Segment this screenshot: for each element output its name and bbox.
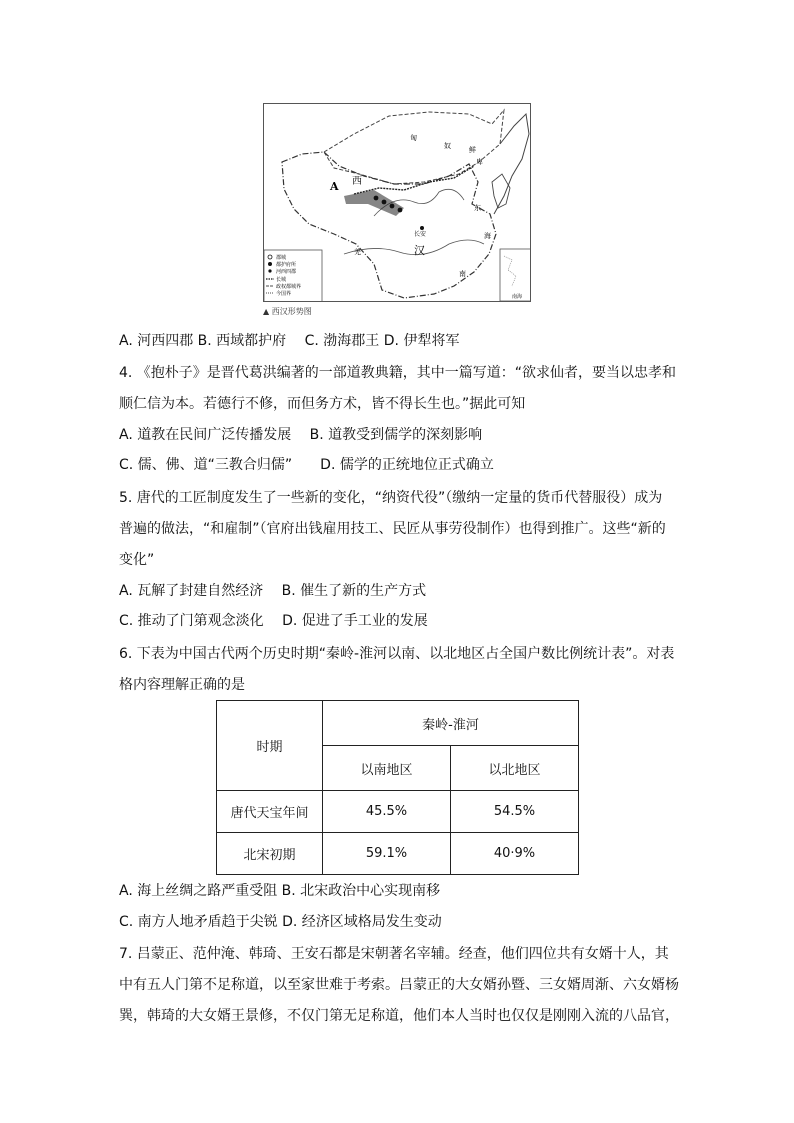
- q4-options-ab: A. 道教在民间广泛传播发展 B. 道教受到儒学的深刻影响: [119, 427, 483, 443]
- map-caption: ▲ 西汉形势图: [263, 307, 312, 316]
- map-label: 卑: [476, 158, 483, 166]
- table-cell-south: 59.1%: [323, 833, 451, 875]
- city-dot: [382, 200, 387, 205]
- q5-stem-line1: 5. 唐代的工匠制度发生了一些新的变化，“纳资代役”（缴纳一定量的货币代替服役）成为: [119, 490, 663, 506]
- q4-options-cd: C. 儒、佛、道“三教合归儒” D. 儒学的正统地位正式确立: [119, 457, 494, 473]
- table-header-north: 以北地区: [451, 746, 579, 791]
- great-wall: [354, 166, 474, 194]
- city-dot: [374, 196, 379, 201]
- korea-peninsula: [492, 174, 510, 208]
- map-drawing: [264, 104, 531, 302]
- legend-item: 长城: [276, 277, 287, 283]
- q5-stem-line2: 普遍的做法，“和雇制”（官府出钱雇用技工、民匠从事劳役制作）也得到推广。这些“新的: [119, 521, 666, 537]
- table-cell-period: 北宋初期: [217, 833, 323, 875]
- table-row: [217, 833, 579, 875]
- map-label: 匈: [410, 134, 417, 142]
- hexi-corridor: [344, 190, 404, 216]
- table-cell-south: 45.5%: [323, 791, 451, 833]
- map-label: 海: [484, 232, 491, 240]
- q6-stem-line2: 格内容理解正确的是: [119, 677, 245, 693]
- map-label: 羌: [354, 248, 361, 256]
- city-dot: [390, 204, 395, 209]
- western-han-map: [263, 103, 531, 302]
- q4-stem-line2: 顺仁信为本。若德行不修，而但务方术，皆不得长生也。”据此可知: [119, 396, 526, 412]
- q7-line1: 7. 吕蒙正、范仲淹、韩琦、王安石都是宋朝著名宰辅。经查，他们四位共有女婿十人，其: [119, 946, 669, 962]
- legend-item: 政权都城界: [276, 284, 302, 290]
- q7-line2: 中有五人门第不足称道，以至家世难于考索。吕蒙正的大女婿孙暨、三女婿周渐、六女婿杨: [119, 977, 679, 993]
- table-header-group: 秦岭-淮河: [323, 701, 579, 746]
- map-label: 汉: [414, 244, 425, 257]
- inset-label: 南海: [512, 294, 523, 300]
- map-label-changan: 长安: [414, 231, 427, 238]
- q6-options-cd: C. 南方人地矛盾趋于尖锐 D. 经济区域格局发生变动: [119, 914, 442, 930]
- legend-item: 都护府所: [276, 262, 297, 268]
- table-cell-period: 唐代天宝年间: [217, 791, 323, 833]
- map-label: 东: [474, 204, 481, 212]
- legend-item: 今国界: [276, 291, 292, 297]
- map-label: 奴: [444, 142, 451, 150]
- legend-item: 郡城: [276, 255, 287, 261]
- household-ratio-table: [216, 700, 579, 875]
- table-header-south: 以南地区: [323, 746, 451, 791]
- legend-box: [264, 250, 322, 302]
- q3-options: A. 河西四郡 B. 西域都护府 C. 渤海郡王 D. 伊犁将军: [119, 333, 460, 349]
- map-label: 鲜: [469, 146, 476, 154]
- q5-stem-line3: 变化”: [119, 552, 155, 568]
- map-label: 南: [459, 270, 466, 278]
- map-label-a: A: [330, 180, 339, 193]
- q4-stem-line1: 4. 《抱朴子》是晋代葛洪编著的一部道教典籍，其中一篇写道：“欲求仙者，要当以忠孝和: [119, 365, 677, 381]
- q6-stem-line1: 6. 下表为中国古代两个历史时期“秦岭-淮河以南、以北地区占全国户数比例统计表”。对表: [119, 646, 675, 662]
- city-dot: [398, 208, 403, 213]
- table-row: [217, 791, 579, 833]
- northeast-coast: [494, 114, 529, 214]
- legend-item: 河西四郡: [276, 269, 297, 275]
- table-cell-north: 40·9%: [451, 833, 579, 875]
- q7-line3: 巽，韩琦的大女婿王景修，不仅门第无足称道，他们本人当时也仅仅是刚刚入流的八品官，: [119, 1008, 679, 1024]
- q5-options-cd: C. 推动了门第观念淡化 D. 促进了手工业的发展: [119, 613, 428, 629]
- map-label: 西: [352, 176, 362, 187]
- xiongnu-boundary: [324, 110, 504, 184]
- changan-dot: [420, 226, 424, 230]
- table-cell-north: 54.5%: [451, 791, 579, 833]
- q5-options-ab: A. 瓦解了封建自然经济 B. 催生了新的生产方式: [119, 583, 427, 599]
- q6-options-ab: A. 海上丝绸之路严重受阻 B. 北宋政治中心实现南移: [119, 883, 441, 899]
- table-header-period: 时期: [217, 701, 323, 791]
